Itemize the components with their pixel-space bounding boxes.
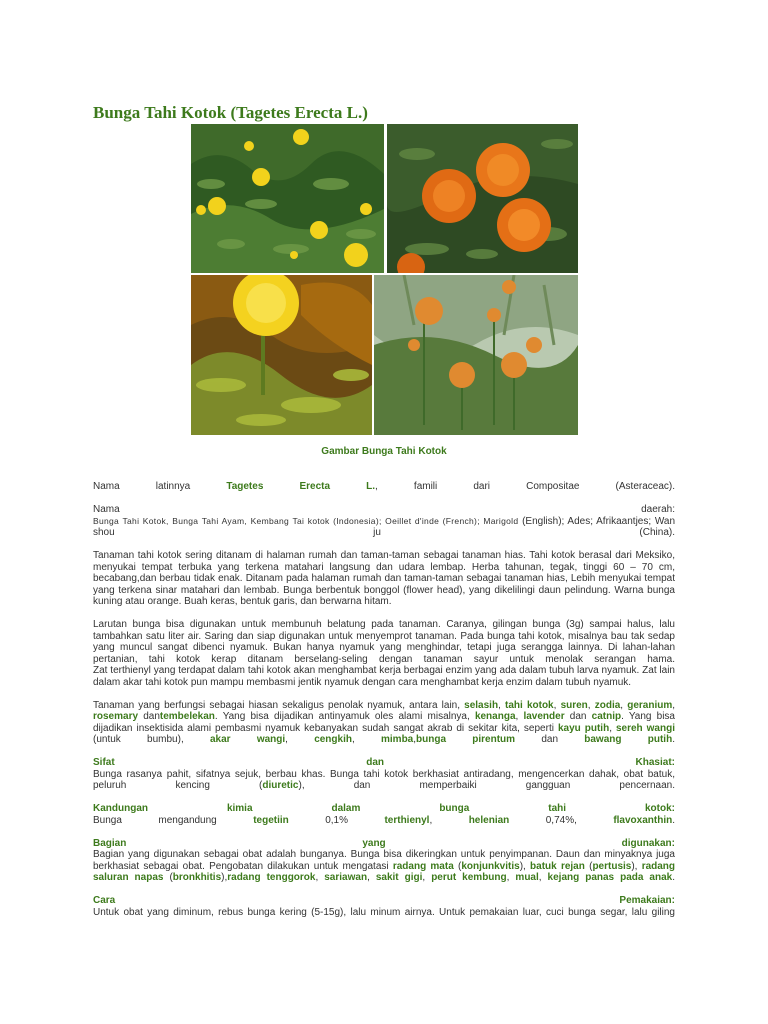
text: , [422, 872, 432, 883]
parts-used-section [93, 838, 675, 884]
term: geranium [627, 699, 673, 711]
term: radang saluran napas [93, 860, 676, 883]
term-erecta: Erecta [299, 481, 331, 492]
text: , [620, 699, 628, 711]
term: konjunkvitis [461, 860, 520, 872]
section-heading: Bagian yang digunakan: [93, 837, 675, 849]
text: dan [138, 711, 160, 722]
image-caption: Gambar Bunga Tahi Kotok [321, 446, 447, 457]
text: ( [453, 860, 462, 872]
photo-yellow-marigold-closeup [191, 275, 372, 435]
term: mual [515, 872, 539, 883]
section-heading: Kandungan kimia dalam bunga tahi kotok: [93, 803, 675, 814]
term: kenanga [474, 711, 516, 722]
plant-list-paragraph [93, 700, 675, 746]
term: tegetiin [253, 814, 289, 826]
term: tahi kotok [505, 699, 554, 711]
text: , [506, 872, 516, 883]
term: terthienyl [384, 814, 430, 826]
text: Afrikaantjes; Wan shou ju (China). [93, 515, 676, 538]
section-heading: Sifat dan Khasiat: [93, 757, 675, 768]
text: dan [564, 711, 592, 722]
term: catnip [591, 711, 622, 722]
text: , [609, 722, 616, 734]
text: 0,74%, [509, 814, 614, 826]
term: batuk rejan [530, 860, 585, 872]
term: kayu putih [557, 722, 610, 734]
text: Bunga rasanya pahit, sifatnya sejuk, berbau khas. Bunga tahi kotok berkhasiat antiradang, mengencerkan dahak, obat batuk, peluruh kencing ( [93, 768, 675, 791]
text: Bunga mengandung [93, 814, 254, 826]
page-title: Bunga Tahi Kotok (Tagetes Erecta L.) [93, 103, 368, 122]
term: bawang putih [584, 734, 673, 745]
text: Bagian yang digunakan sebagai obat adalah bunganya. Bunga bisa dikeringkan untuk penyimpanan. Daun dan minyaknya juga berkhasiat sebagai obat. Pengobatan dilakukan untuk mengatasi [93, 849, 675, 872]
regional-names-list: Bunga Tahi Kotok, Bunga Tahi Ayam, Kembang Tai kotok (Indonesia); Oeillet d'inde (French); Marigold [93, 515, 519, 526]
text: ), dan memperbaiki gangguan pencernaan. [298, 780, 675, 791]
text: Larutan bunga bisa digunakan untuk membunuh belatung pada tanaman. Caranya, gilingan bunga (3g) sampai halus, lalu tambahkan satu liter air. Saring dan siap digunakan untuk menyemprot tanaman. Pada bunga tahi kotok, misalnya bau tak sedap yang muncul sangat dibenci nyamuk. Bukan hanya nyamuk yang menghindar, tetapi juga serangga lainnya. Di lahan-lahan pertanian, tahi kotok kerap ditanam berselang-seling dengan tanaman sayur untuk menolak serangan hama. [93, 619, 675, 665]
term: akar wangi [209, 734, 286, 745]
text: , [367, 872, 376, 883]
term: suren [560, 699, 588, 711]
text: , [351, 734, 382, 745]
text: ( [163, 872, 173, 883]
text [93, 849, 675, 884]
text: . [672, 872, 676, 883]
text: Zat terthienyl yang terdapat dalam tahi kotok akan menghambat kerja berbagai enzim yang ada dalam tubuh larva nyamuk. Zat lain dalam akar tahi kotok pun mampu membasmi jentik nyamuk dengan cara menghambat kerja enzim dalam tubuh nyamuk. [93, 665, 675, 688]
chemical-content-section [93, 803, 675, 826]
text: (English); Ades; [522, 515, 593, 527]
text: 0,1% [288, 814, 385, 826]
term-l: L. [366, 481, 376, 492]
text: , [538, 872, 548, 883]
text: Tanaman yang berfungsi sebagai hiasan sekaligus penolak nyamuk, antara lain, [93, 699, 465, 711]
text: ), [519, 860, 531, 872]
text: , [285, 734, 315, 745]
text: , [553, 699, 561, 711]
text: , famili dari Compositae (Asteraceac). [375, 481, 676, 492]
term: lavender [523, 711, 565, 722]
term: selasih [464, 699, 499, 711]
text [93, 769, 675, 792]
text: , [587, 699, 595, 711]
term: cengkih [314, 734, 352, 745]
term: perut kembung [431, 872, 507, 883]
latin-name-paragraph [93, 481, 675, 493]
text: ( [584, 860, 593, 872]
term: radang mata [392, 860, 454, 872]
text [93, 815, 675, 827]
usage-method-section [93, 895, 675, 918]
article-body [93, 481, 675, 918]
text: Nama latinnya [93, 481, 227, 492]
text: , [498, 699, 506, 711]
description-paragraph: Tanaman tahi kotok sering ditanam di halaman rumah dan taman-taman sebagai tanaman hias. Tahi kotok berasal dari Meksiko, menyukai tempat terbuka yang terkena matahari langsung dan udara lembap. Herba tahunan, tegak, tinggi 60 – 70 cm, becabang,dan berbau tidak enak. Ditanam pada halaman rumah dan taman-taman sebagai tanaman hias, Lebih menyukai tempat yang terkena sinar matahari dan lembab. Bunga berbentuk bonggol (flower head), yang dikelilingi daun pelindung. Warna bunga kuning atau orange. Buah keras, bentuk garis, dan berwarna hitam. [93, 550, 675, 607]
term: flavoxanthin [613, 814, 673, 826]
term: tembelekan [159, 711, 215, 722]
text: ), [221, 872, 228, 883]
text: Untuk obat yang diminum, rebus bunga kering (5-15g), lalu minum airnya. Untuk pemakaian luar, cuci bunga segar, lalu giling [93, 906, 675, 918]
regional-names-paragraph [93, 504, 675, 539]
text: , [515, 711, 524, 722]
text: ), [631, 860, 642, 872]
text: , [672, 699, 676, 711]
text: . [672, 814, 675, 826]
term: radang tenggorok [227, 872, 316, 883]
text: , [315, 872, 325, 883]
term: diuretic [262, 780, 299, 791]
text: dan [515, 734, 585, 745]
photo-marigold-plants-with-palms [374, 275, 578, 435]
term: pertusis [592, 860, 632, 872]
term: helenian [468, 814, 510, 826]
text: (untuk bumbu), [93, 734, 210, 745]
term: sereh wangi [615, 722, 675, 734]
photo-orange-marigold-flowers [387, 124, 578, 273]
term-tagetes: Tagetes [226, 481, 264, 492]
term: sakit gigi [375, 872, 423, 883]
term: zodia [594, 699, 621, 711]
marigold-photo-collage [191, 124, 578, 435]
term: kejang panas pada anak [547, 872, 673, 883]
term: sariawan [324, 872, 368, 883]
photo-yellow-marigold-plants [191, 124, 384, 273]
section-heading: Cara Pemakaian: [93, 895, 675, 906]
text: . Yang bisa dijadikan antinyamuk oles alami misalnya, [214, 711, 475, 722]
text: , [429, 814, 469, 826]
term: rosemary [93, 711, 139, 722]
text: , [413, 734, 417, 745]
properties-section [93, 757, 675, 792]
text: . [672, 734, 675, 745]
usage-paragraph [93, 619, 675, 688]
text: Nama daerah: [93, 504, 675, 515]
term: bronkhitis [172, 872, 222, 883]
term: bunga pirentum [416, 734, 516, 745]
term: mimba [381, 734, 414, 745]
text: . Yang bisa dijadikan insektisida alami pembasmi nyamuk kebanyakan sudah sangat akrab di sekitar kita, seperti [93, 711, 675, 734]
